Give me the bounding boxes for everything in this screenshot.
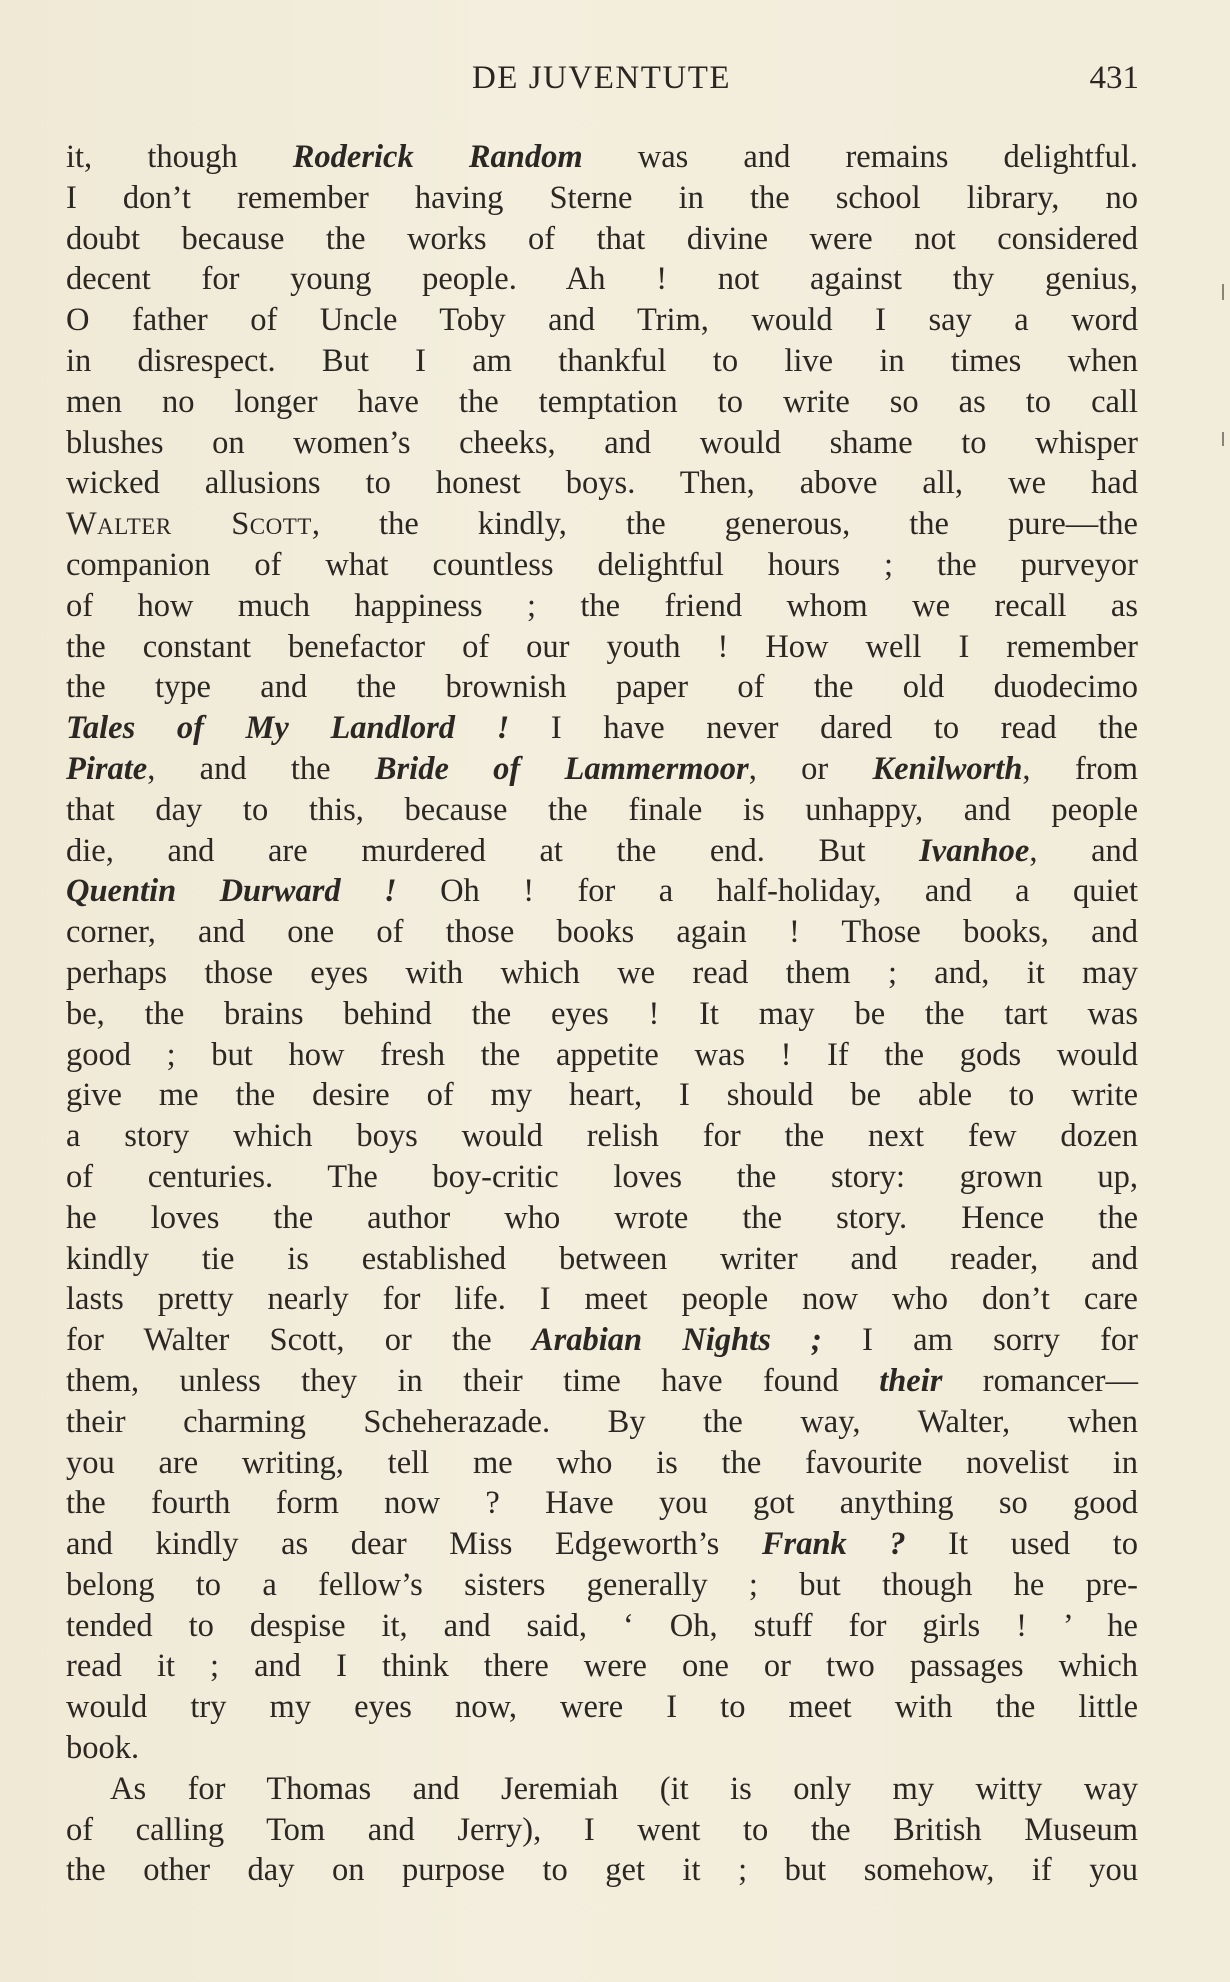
text-line: belong to a fellow’s sisters generally ; but though he pre-	[66, 1566, 1138, 1603]
text-line: a story which boys would relish for the next few dozen	[66, 1118, 1138, 1155]
text-run: , or	[748, 750, 873, 787]
text-run: , and	[1029, 832, 1138, 869]
text-run: Oh ! for a half-holiday, and a quiet	[396, 873, 1138, 910]
text-line: blushes on women’s cheeks, and would shame to whisper	[66, 424, 1138, 461]
text-line: the fourth form now ? Have you got anything so good	[66, 1485, 1138, 1522]
text-run: romancer—	[942, 1362, 1138, 1399]
book-title-kenilworth: Kenilworth	[872, 750, 1023, 787]
book-title-quentin-durward: Quentin Durward !	[66, 873, 397, 910]
book-title-frank: Frank ?	[761, 1526, 906, 1563]
text-run: for Walter Scott, or the	[66, 1322, 532, 1359]
book-title-bride-of-lammermoor: Bride of Lammermoor	[374, 750, 749, 787]
text-line: give me the desire of my heart, I should be able to write	[66, 1077, 1138, 1114]
text-line: O father of Uncle Toby and Trim, would I say a word	[66, 302, 1138, 339]
author-name-walter-scott: Walter Scott	[66, 506, 312, 543]
page-number: 431	[1089, 60, 1139, 96]
text-line: wicked allusions to honest boys. Then, above all, we had	[66, 465, 1138, 502]
text-line: in disrespect. But I am thankful to live in times when	[66, 342, 1138, 379]
text-run: , from	[1022, 750, 1138, 787]
text-line: their charming Scheherazade. By the way, Walter, when	[66, 1403, 1138, 1440]
text-line: As for Thomas and Jeremiah (it is only my witty way	[110, 1770, 1138, 1807]
text-line: book.	[66, 1730, 140, 1767]
text-line: companion of what countless delightful hours ; the purveyor	[66, 546, 1138, 583]
book-title-pirate: Pirate	[66, 750, 148, 787]
text-line: men no longer have the temptation to write so as to call	[66, 383, 1138, 420]
text-line: the constant benefactor of our youth ! How well I remember	[66, 628, 1138, 665]
text-line: kindly tie is established between writer and reader, and	[66, 1240, 1138, 1277]
text-line	[66, 1361, 1138, 1402]
text-line: decent for young people. Ah ! not against thy genius,	[66, 261, 1138, 298]
text-line: he loves the author who wrote the story. Hence the	[66, 1199, 1138, 1236]
running-header	[64, 60, 1139, 106]
text-line: of calling Tom and Jerry), I went to the British Museum	[66, 1811, 1138, 1848]
text-line: doubt because the works of that divine were not considered	[66, 220, 1138, 257]
text-line: that day to this, because the finale is unhappy, and people	[66, 791, 1138, 828]
book-title-roderick-random: Roderick Random	[292, 139, 583, 175]
text-line: you are writing, tell me who is the favourite novelist in	[66, 1444, 1138, 1481]
emphasis-their: their	[879, 1362, 943, 1399]
text-run: was and remains delightful.	[582, 139, 1138, 175]
text-line: good ; but how fresh the appetite was ! If the gods would	[66, 1036, 1138, 1073]
text-line: I don’t remember having Sterne in the school library, no	[66, 179, 1138, 216]
text-line	[66, 1320, 1138, 1361]
text-line: read it ; and I think there were one or two passages which	[66, 1648, 1138, 1685]
text-line: perhaps those eyes with which we read them ; and, it may	[66, 954, 1138, 991]
text-run: die, and are murdered at the end. But	[66, 832, 920, 869]
text-run: , and the	[147, 750, 375, 787]
text-line	[66, 1524, 1138, 1565]
text-line	[66, 871, 1138, 912]
book-title-tales-of-my-landlord: Tales of My Landlord !	[66, 710, 510, 747]
running-title: DE JUVENTUTE	[471, 60, 732, 96]
book-title-ivanhoe: Ivanhoe	[919, 832, 1030, 869]
text-line: the other day on purpose to get it ; but somehow, if you	[66, 1852, 1138, 1889]
text-line: tended to despise it, and said, ‘ Oh, stuff for girls ! ’ he	[66, 1607, 1138, 1644]
page-edge-mark	[1222, 432, 1224, 446]
text-run: , the kindly, the generous, the pure—the	[311, 506, 1138, 543]
book-title-arabian-nights: Arabian Nights ;	[531, 1322, 822, 1359]
text-line: of how much happiness ; the friend whom we recall as	[66, 587, 1138, 624]
text-line: be, the brains behind the eyes ! It may be the tart was	[66, 995, 1138, 1032]
text-line	[66, 708, 1138, 749]
text-line: would try my eyes now, were I to meet with the little	[66, 1689, 1138, 1726]
text-line: corner, and one of those books again ! Those books, and	[66, 914, 1138, 951]
text-line	[66, 831, 1138, 872]
body-text	[66, 137, 1138, 1891]
text-run: it, though	[66, 139, 293, 175]
text-line: the type and the brownish paper of the old duodecimo	[66, 669, 1138, 706]
text-line	[66, 749, 1138, 790]
text-line	[66, 504, 1138, 545]
text-line: lasts pretty nearly for life. I meet people now who don’t care	[66, 1281, 1138, 1318]
text-run: It used to	[905, 1526, 1138, 1563]
text-run: I have never dared to read the	[509, 710, 1138, 747]
text-run: I am sorry for	[821, 1322, 1138, 1359]
page-edge-mark	[1222, 284, 1224, 300]
text-run: and kindly as dear Miss Edgeworth’s	[66, 1526, 762, 1563]
text-line: of centuries. The boy-critic loves the story: grown up,	[66, 1158, 1138, 1195]
text-run: them, unless they in their time have found	[66, 1362, 880, 1399]
text-line	[66, 137, 1138, 178]
